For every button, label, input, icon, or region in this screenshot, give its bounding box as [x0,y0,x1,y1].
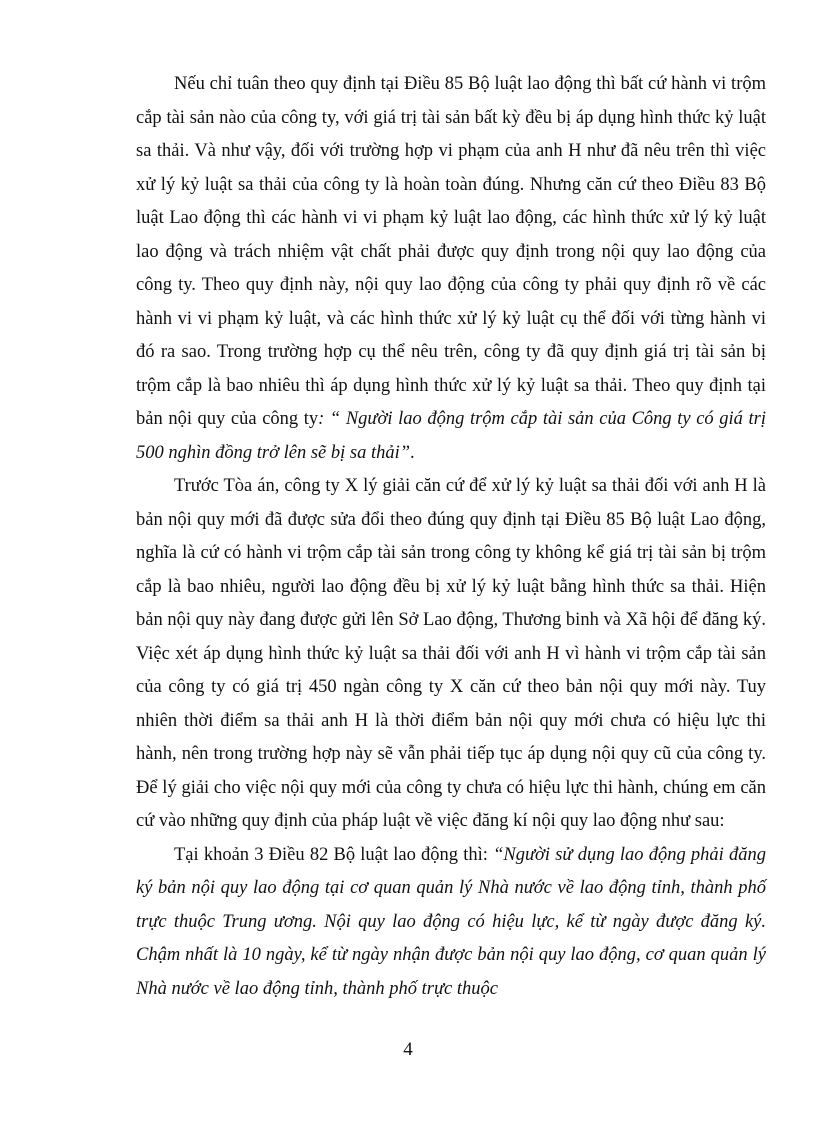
paragraph-3-text: Tại khoản 3 Điều 82 Bộ luật lao động thì: [174,844,494,865]
document-page [136,68,766,1006]
paragraph-1-tail: . [410,442,415,463]
paragraph-2-text: Trước Tòa án, công ty X lý giải căn cứ để xử lý kỷ luật sa thải đối với anh H là bản nội quy mới đã được sửa đổi theo đúng quy định tại Điều 85 Bộ luật Lao động, nghĩa là cứ có hành vi trộm cắp tài sản trong công ty không kể giá trị tài sản bị trộm cắp là bao nhiêu, người lao động đều bị xử lý kỷ luật bằng hình thức sa thải. Hiện bản nội quy này đang được gửi lên Sở Lao động, Thương binh và Xã hội để đăng ký. Việc xét áp dụng hình thức kỷ luật sa thải đối với anh H vì hành vi trộm cắp tài sản của công ty có giá trị 450 ngàn công ty X căn cứ theo bản nội quy mới này. Tuy nhiên thời điểm sa thải anh H là thời điểm bản nội quy mới chưa có hiệu lực thi hành, nên trong trường hợp này sẽ vẫn phải tiếp tục áp dụng nội quy cũ của công ty. Để lý giải cho việc nội quy mới của công ty chưa có hiệu lực thi hành, chúng em căn cứ vào những quy định của pháp luật về việc đăng kí nội quy lao động như sau: [136,476,766,831]
page-number: 4 [403,1039,413,1060]
paragraph-2 [136,470,766,839]
paragraph-1-quote: : “ Người lao động trộm cắp tài sản của Công ty có giá trị 500 nghìn đồng trở lên sẽ bị sa thải” [136,409,767,463]
paragraph-1 [136,68,766,470]
paragraph-1-text: Nếu chỉ tuân theo quy định tại Điều 85 Bộ luật lao động thì bất cứ hành vi trộm cắp tài sản nào của công ty, với giá trị tài sản bất kỳ đều bị áp dụng hình thức kỷ luật sa thải. Và như vậy, đối với trường hợp vi phạm của anh H như đã nêu trên thì việc xử lý kỷ luật sa thải của công ty là hoàn toàn đúng. Nhưng căn cứ theo Điều 83 Bộ luật Lao động thì các hành vi vi phạm kỷ luật lao động, các hình thức xử lý kỷ luật lao động và trách nhiệm vật chất phải được quy định trong nội quy lao động của công ty. Theo quy định này, nội quy lao động của công ty phải quy định rõ về các hành vi vi phạm kỷ luật, và các hình thức xử lý kỷ luật cụ thể đối với từng hành vi đó ra sao. Trong trường hợp cụ thể nêu trên, công ty đã quy định giá trị tài sản bị trộm cắp là bao nhiêu thì áp dụng hình thức xử lý kỷ luật sa thải. Theo quy định tại bản nội quy của công ty [136,74,766,429]
paragraph-3 [136,839,766,1007]
paragraph-3-quote: “Người sử dụng lao động phải đăng ký bản nội quy lao động tại cơ quan quản lý Nhà nước về lao động tỉnh, thành phố trực thuộc Trung ương. Nội quy lao động có hiệu lực, kể từ ngày được đăng ký. Chậm nhất là 10 ngày, kể từ ngày nhận được bản nội quy lao động, cơ quan quản lý Nhà nước về lao động tỉnh, thành phố trực thuộc [136,844,766,999]
